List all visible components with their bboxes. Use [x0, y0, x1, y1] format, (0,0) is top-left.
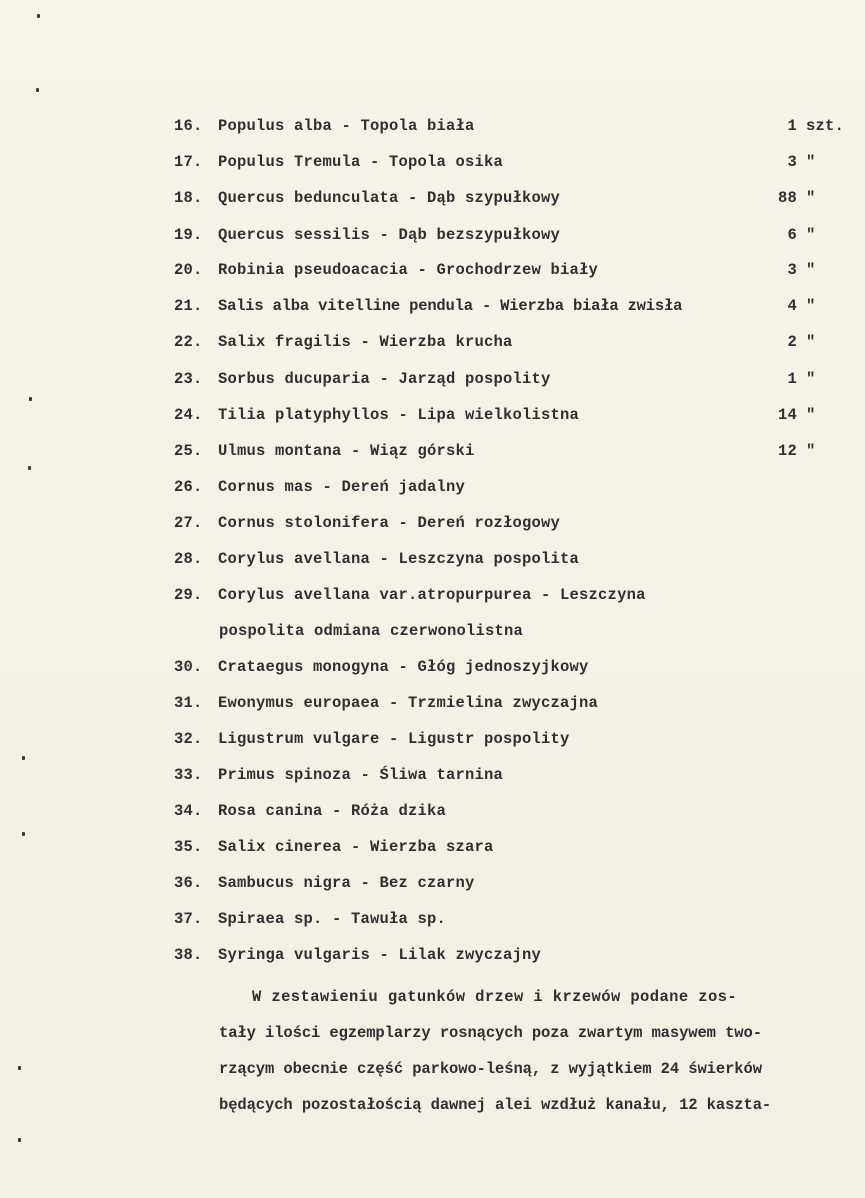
item-text: Crataegus monogyna - Głóg jednoszyjkowy	[218, 658, 589, 676]
item-unit: "	[806, 370, 816, 388]
list-item	[0, 766, 865, 790]
item-number: 27.	[174, 514, 203, 532]
item-number: 16.	[174, 117, 203, 135]
item-text: Salix cinerea - Wierzba szara	[218, 838, 494, 856]
item-quantity: 4	[787, 297, 797, 315]
item-text: Sambucus nigra - Bez czarny	[218, 874, 475, 892]
item-unit: "	[806, 333, 816, 351]
list-item-continuation	[0, 622, 865, 646]
item-number: 29.	[174, 586, 203, 604]
item-number: 21.	[174, 297, 203, 315]
list-item	[0, 442, 865, 466]
margin-mark	[28, 466, 31, 470]
list-item	[0, 261, 865, 285]
paragraph-line: będących pozostałością dawnej alei wzdłuż kanału, 12 kaszta-	[219, 1096, 772, 1114]
item-number: 18.	[174, 189, 203, 207]
item-text: Salis alba vitelline pendula - Wierzba biała zwisła	[218, 297, 683, 315]
item-number: 20.	[174, 261, 203, 279]
item-quantity: 3	[787, 153, 797, 171]
item-text: Syringa vulgaris - Lilak zwyczajny	[218, 946, 542, 964]
margin-mark	[22, 756, 25, 760]
item-quantity: 14	[777, 406, 797, 424]
item-text: Corylus avellana var.atropurpurea - Leszczyna	[218, 586, 646, 604]
item-unit: "	[806, 226, 816, 244]
item-text: Tilia platyphyllos - Lipa wielkolistna	[218, 406, 580, 424]
paragraph-line: W zestawieniu gatunków drzew i krzewów podane zos-	[252, 988, 738, 1006]
item-text: Salix fragilis - Wierzba krucha	[218, 333, 513, 351]
list-item	[0, 838, 865, 862]
item-text: Spiraea sp. - Tawuła sp.	[218, 910, 447, 928]
item-number: 34.	[174, 802, 203, 820]
paragraph-line: rzącym obecnie część parkowo-leśną, z wyjątkiem 24 świerków	[219, 1060, 762, 1078]
item-text: Primus spinoza - Śliwa tarnina	[218, 766, 504, 784]
margin-mark	[37, 14, 40, 18]
item-number: 33.	[174, 766, 203, 784]
list-item	[0, 153, 865, 177]
item-unit: "	[806, 442, 816, 460]
paragraph-line: tały ilości egzemplarzy rosnących poza zwartym masywem two-	[219, 1024, 762, 1042]
item-unit: "	[806, 153, 816, 171]
list-item	[0, 658, 865, 682]
item-quantity: 6	[787, 226, 797, 244]
item-quantity: 1	[787, 370, 797, 388]
item-unit: "	[806, 261, 816, 279]
item-text: Rosa canina - Róża dzika	[218, 802, 447, 820]
item-number: 30.	[174, 658, 203, 676]
margin-mark	[18, 1066, 21, 1070]
item-text: Cornus stolonifera - Dereń rozłogowy	[218, 514, 561, 532]
item-quantity: 3	[787, 261, 797, 279]
list-item	[0, 478, 865, 502]
item-unit: "	[806, 406, 816, 424]
list-item	[0, 333, 865, 357]
list-item	[0, 226, 865, 250]
item-number: 26.	[174, 478, 203, 496]
list-item	[0, 910, 865, 934]
item-number: 35.	[174, 838, 203, 856]
item-text-continuation: pospolita odmiana czerwonolistna	[219, 622, 524, 640]
item-number: 22.	[174, 333, 203, 351]
item-quantity: 1	[787, 117, 797, 135]
list-item	[0, 694, 865, 718]
margin-mark	[36, 88, 39, 92]
list-item	[0, 946, 865, 970]
list-item	[0, 802, 865, 826]
margin-mark	[29, 397, 32, 401]
item-number: 19.	[174, 226, 203, 244]
item-unit: "	[806, 297, 816, 315]
item-quantity: 88	[777, 189, 797, 207]
item-text: Quercus bedunculata - Dąb szypułkowy	[218, 189, 561, 207]
item-text: Ulmus montana - Wiąz górski	[218, 442, 475, 460]
list-item	[0, 730, 865, 754]
item-text: Sorbus ducuparia - Jarząd pospolity	[218, 370, 551, 388]
item-number: 31.	[174, 694, 203, 712]
list-item	[0, 874, 865, 898]
item-text: Corylus avellana - Leszczyna pospolita	[218, 550, 580, 568]
list-item	[0, 406, 865, 430]
item-text: Populus alba - Topola biała	[218, 117, 475, 135]
list-item	[0, 550, 865, 574]
list-item	[0, 586, 865, 610]
item-quantity: 2	[787, 333, 797, 351]
item-unit: szt.	[806, 117, 845, 135]
item-quantity: 12	[777, 442, 797, 460]
item-number: 25.	[174, 442, 203, 460]
item-number: 24.	[174, 406, 203, 424]
item-number: 38.	[174, 946, 203, 964]
item-number: 17.	[174, 153, 203, 171]
list-item	[0, 514, 865, 538]
list-item	[0, 189, 865, 213]
list-item	[0, 297, 865, 321]
item-text: Ligustrum vulgare - Ligustr pospolity	[218, 730, 570, 748]
item-unit: "	[806, 189, 816, 207]
list-item	[0, 370, 865, 394]
item-text: Populus Tremula - Topola osika	[218, 153, 504, 171]
item-number: 32.	[174, 730, 203, 748]
item-number: 23.	[174, 370, 203, 388]
item-number: 28.	[174, 550, 203, 568]
margin-mark	[18, 1138, 21, 1142]
item-text: Robinia pseudoacacia - Grochodrzew biały	[218, 261, 599, 279]
item-text: Quercus sessilis - Dąb bezszypułkowy	[218, 226, 561, 244]
item-number: 37.	[174, 910, 203, 928]
margin-mark	[22, 832, 25, 836]
item-number: 36.	[174, 874, 203, 892]
item-text: Ewonymus europaea - Trzmielina zwyczajna	[218, 694, 599, 712]
list-item	[0, 117, 865, 141]
item-text: Cornus mas - Dereń jadalny	[218, 478, 466, 496]
